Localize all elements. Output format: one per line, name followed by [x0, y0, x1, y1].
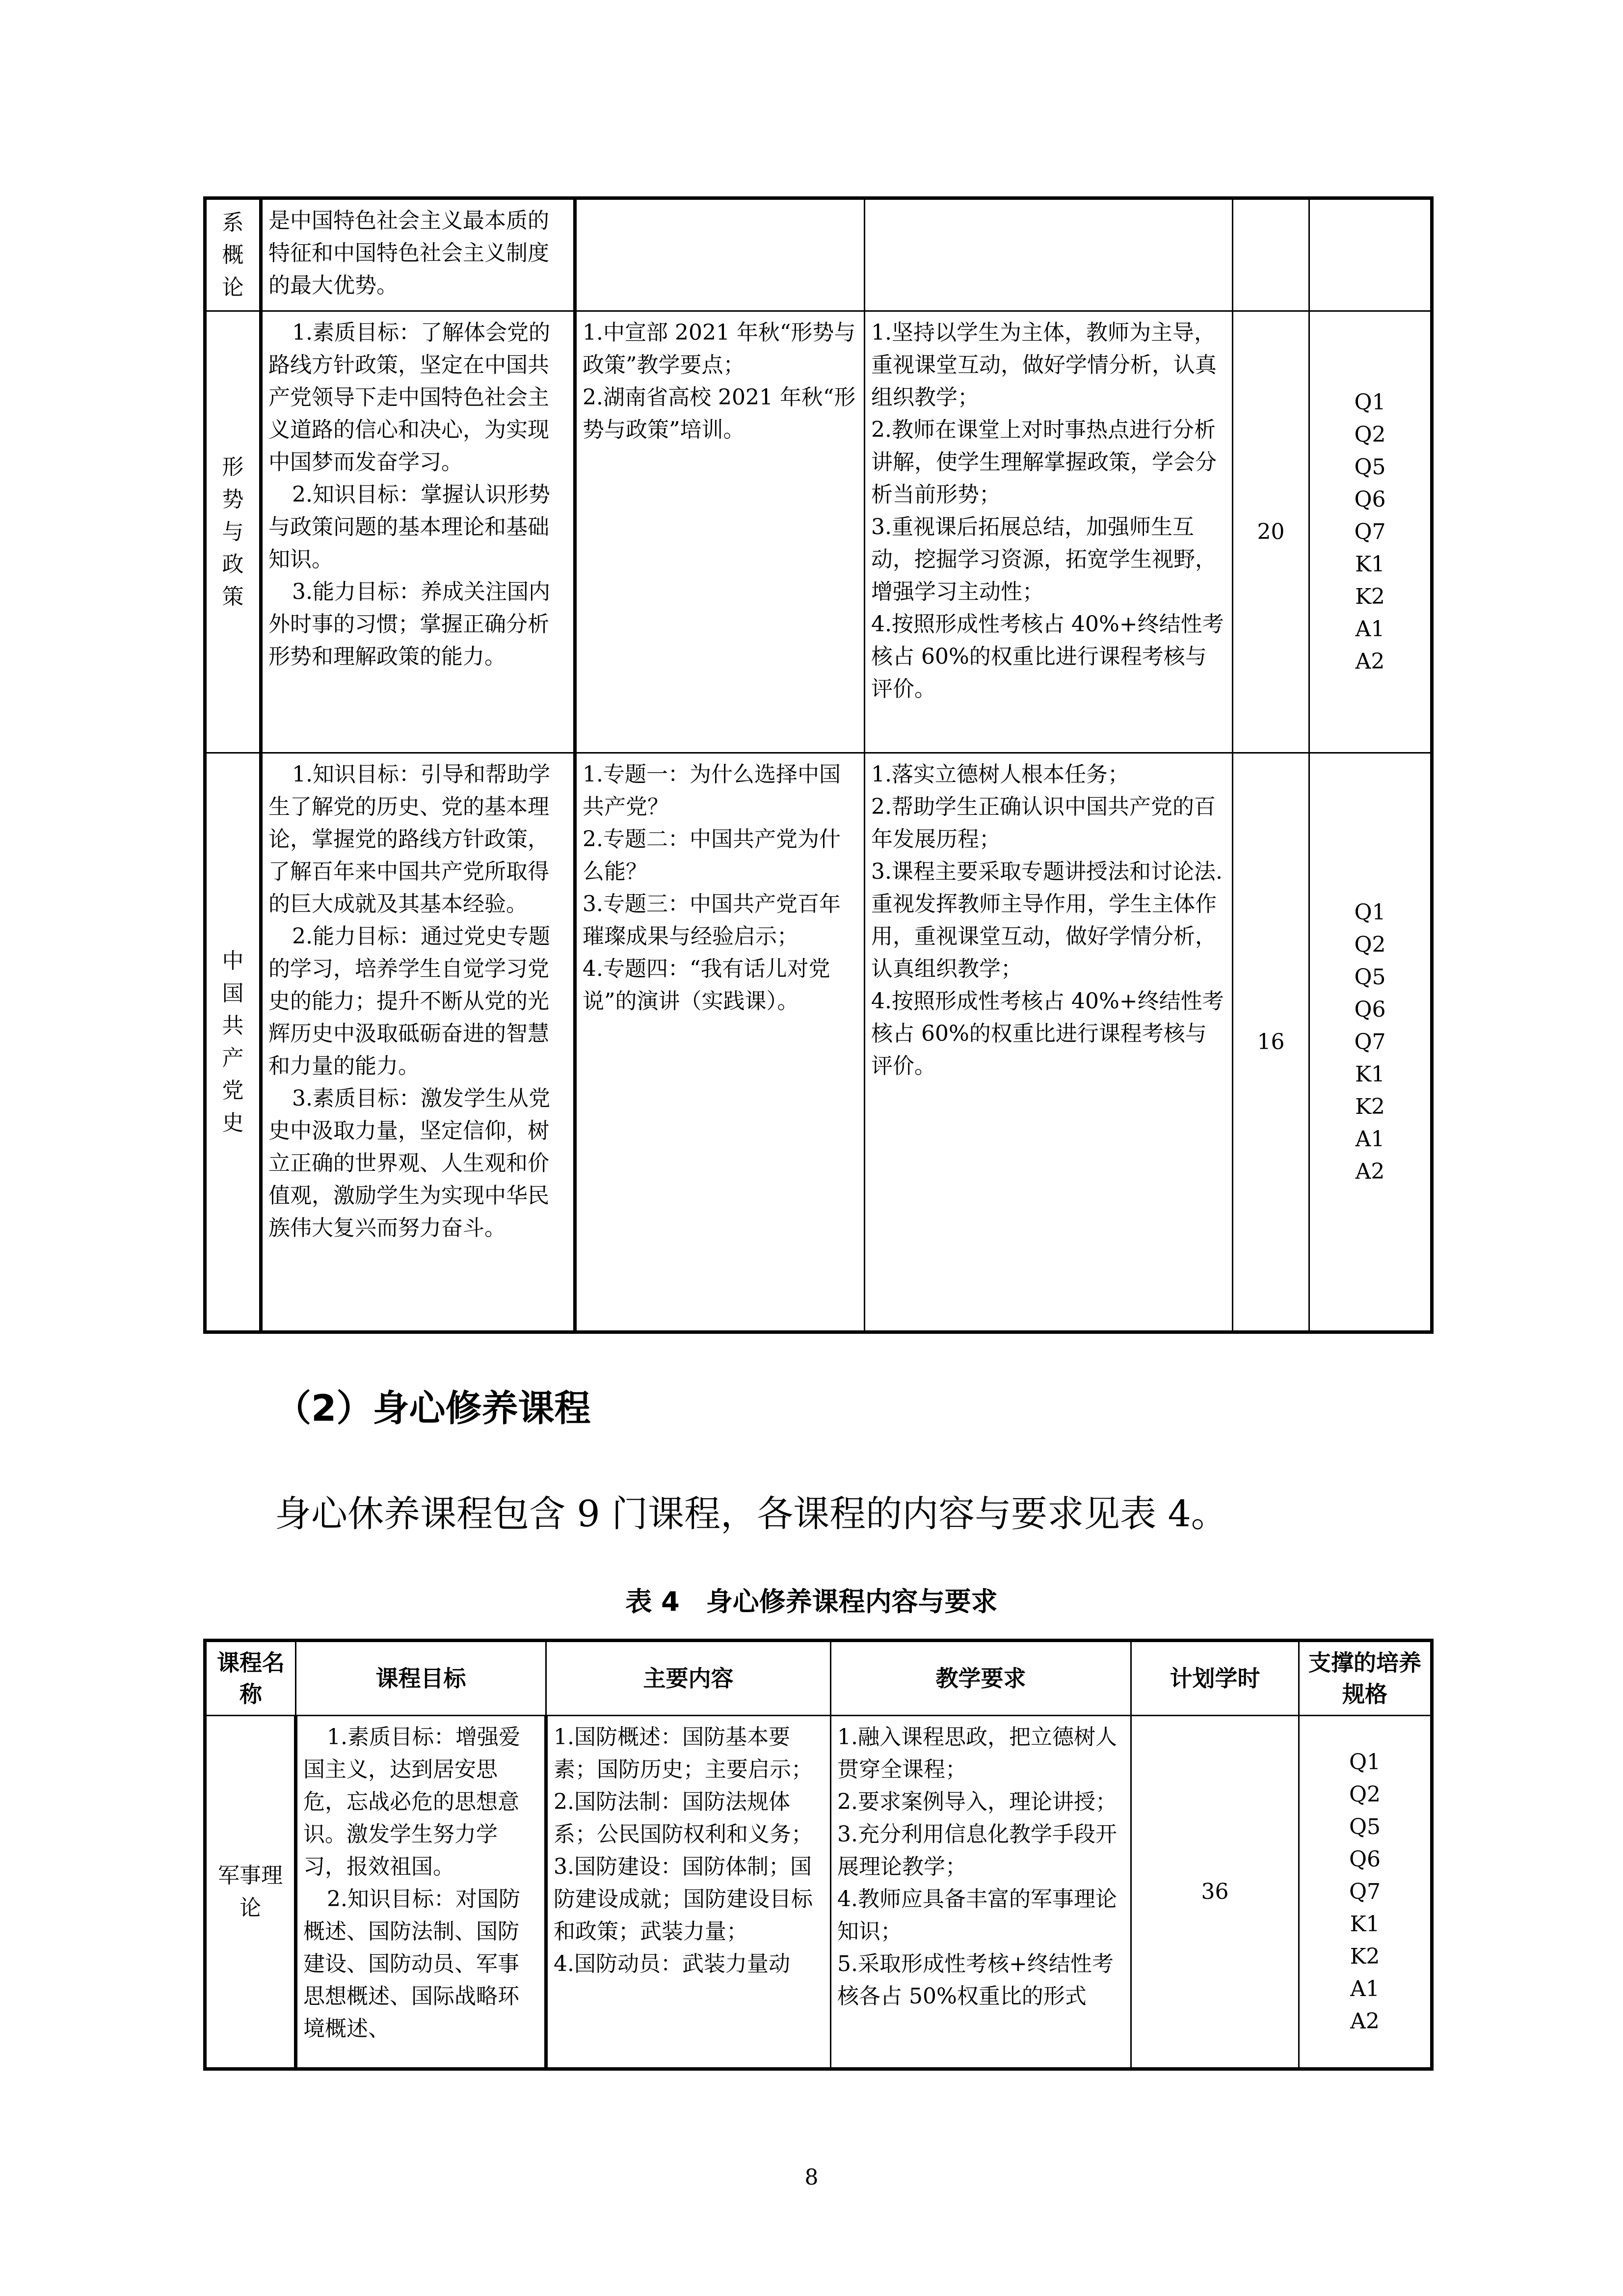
cell-line: 2.知识目标：对国防概述、国防法制、国防建设、国防动员、军事思想概述、国际战略环境概述、: [303, 1887, 520, 2041]
header-teaching-requirements: 教学要求: [831, 1641, 1131, 1716]
spec-code: Q6: [1354, 997, 1386, 1022]
course-table-continued-body: [205, 198, 1432, 1332]
cell-line: 4.按照形成性考核占 40%+终结性考核占 60%的权重比进行课程考核与评价。: [871, 989, 1224, 1079]
header-planned-hours: 计划学时: [1131, 1641, 1299, 1716]
table-row: [205, 1716, 1432, 2069]
header-course-goals: 课程目标: [296, 1641, 546, 1716]
spec-code: Q5: [1354, 454, 1386, 480]
course-goals-cell: [261, 311, 575, 753]
main-content-cell: [546, 1716, 831, 2069]
table-caption: 表 4 身心修养课程内容与要求: [625, 1586, 998, 1617]
cell-line: 3.能力目标：养成关注国内外时事的习惯；掌握正确分析形势和理解政策的能力。: [268, 579, 550, 669]
cell-line: 2.要求案例导入，理论讲授；: [837, 1789, 1117, 1814]
supported-specs-cell: [1309, 311, 1432, 753]
spec-code: A1: [1350, 1976, 1380, 2001]
cell-line: 4.教师应具备丰富的军事理论知识；: [837, 1887, 1117, 1944]
course-name: 系概论: [222, 210, 244, 300]
body-paragraph: 身心休养课程包含 9 门课程，各课程的内容与要求见表 4。: [275, 1493, 1227, 1535]
cell-line: 4.专题四：“我有话儿对党说”的演讲（实践课）。: [583, 956, 830, 1014]
course-table-4: [203, 1639, 1434, 2071]
cell-line: 5.采取形成性考核+终结性考核各占 50%权重比的形式: [837, 1951, 1114, 2009]
spec-code: K1: [1355, 1061, 1385, 1087]
cell-line: 3.国防建设：国防体制；国防建设成就；国防建设目标和政策；武装力量；: [554, 1854, 813, 1944]
cell-line: 1.落实立德树人根本任务；: [871, 762, 1129, 787]
cell-line: 1.国防概述：国防基本要素；国防历史；主要启示；: [554, 1725, 813, 1782]
course-name-cell: [205, 311, 261, 753]
spec-code: A2: [1355, 1159, 1385, 1184]
spec-code: A2: [1350, 2008, 1380, 2034]
cell-line: 3.素质目标：激发学生从党史中汲取力量，坚定信仰，树立正确的世界观、人生观和价值观，激励学生为实现中华民族伟大复兴而努力奋斗。: [268, 1086, 550, 1241]
planned-hours-cell: 36: [1131, 1716, 1299, 2069]
course-goals-cell: [296, 1716, 546, 2069]
cell-line: 2.专题二：中国共产党为什么能？: [583, 827, 841, 884]
spec-code: Q2: [1349, 1782, 1381, 1807]
cell-line: 1.素质目标：了解体会党的路线方针政策，坚定在中国共产党领导下走中国特色社会主义道路的信心和决心，为实现中国梦而发奋学习。: [268, 320, 550, 475]
spec-code: Q1: [1349, 1749, 1381, 1775]
cell-line: 是中国特色社会主义最本质的特征和中国特色社会主义制度的最大优势。: [268, 208, 549, 298]
spec-code: Q7: [1349, 1879, 1381, 1904]
main-content-cell: [575, 753, 865, 1332]
spec-code: Q5: [1354, 964, 1386, 990]
page-number: 8: [804, 2165, 819, 2190]
cell-line: 3.专题三：中国共产党百年璀璨成果与经验启示；: [583, 891, 841, 949]
spec-code: Q7: [1354, 1029, 1386, 1054]
cell-line: 2.国防法制：国防法规体系；公民国防权利和义务；: [554, 1789, 813, 1847]
spec-code: K2: [1355, 584, 1385, 609]
spec-code: A1: [1355, 616, 1385, 642]
cell-line: 1.知识目标：引导和帮助学生了解党的历史、党的基本理论，掌握党的路线方针政策，了解百年来中国共产党所取得的巨大成就及其基本经验。: [268, 762, 550, 917]
supported-specs-cell: [1299, 1716, 1432, 2069]
spec-code: Q7: [1354, 519, 1386, 544]
cell-line: 1.专题一：为什么选择中国共产党？: [583, 762, 841, 819]
spec-code: Q2: [1354, 932, 1386, 957]
teaching-requirements-cell: [865, 753, 1233, 1332]
header-main-content: 主要内容: [546, 1641, 831, 1716]
spec-code: K1: [1350, 1911, 1380, 1937]
cell-line: 2.能力目标：通过党史专题的学习，培养学生自觉学习党史的能力；提升不断从党的光辉历史中汲取砥砺奋进的智慧和力量的能力。: [268, 924, 550, 1079]
table-row: [205, 753, 1432, 1332]
header-supported-specs: 支撑的培养规格: [1299, 1641, 1432, 1716]
cell-line: 1.中宣部 2021 年秋“形势与政策”教学要点；: [583, 320, 856, 378]
course-name: 形势与政策: [222, 454, 244, 609]
header-course-name: 课程名称: [205, 1641, 296, 1716]
cell-line: 2.湖南省高校 2021 年秋“形势与政策”培训。: [583, 385, 856, 442]
course-name: 中国共产党史: [222, 948, 244, 1135]
table-header-row: [205, 1641, 1432, 1716]
supported-specs-cell: [1309, 198, 1432, 311]
cell-line: 3.课程主要采取专题讲授法和讨论法.重视发挥教师主导作用，学生主体作用，重视课堂互动，做好学情分析，认真组织教学；: [871, 859, 1223, 981]
spec-code: Q1: [1354, 389, 1386, 415]
main-content-cell: [575, 198, 865, 311]
spec-code: Q5: [1349, 1814, 1381, 1839]
spec-code: Q1: [1354, 899, 1386, 925]
planned-hours-cell: [1233, 198, 1309, 311]
planned-hours-cell: 16: [1233, 753, 1309, 1332]
cell-line: 1.素质目标：增强爱国主义，达到居安思危，忘战必危的思想意识。激发学生努力学习，报效祖国。: [303, 1725, 520, 1879]
course-name-cell: 军事理论: [205, 1716, 296, 2069]
cell-line: 4.按照形成性考核占 40%+终结性考核占 60%的权重比进行课程考核与评价。: [871, 612, 1224, 702]
course-name-cell: [205, 198, 261, 311]
spec-code: K2: [1350, 1944, 1380, 1969]
teaching-requirements-cell: [865, 311, 1233, 753]
table-row: [205, 198, 1432, 311]
cell-line: 1.融入课程思政，把立德树人贯穿全课程；: [837, 1725, 1117, 1782]
course-goals-cell: [261, 198, 575, 311]
spec-code: Q2: [1354, 422, 1386, 447]
cell-line: 4.国防动员：武装力量动: [554, 1951, 790, 1976]
course-table-continued: [203, 196, 1434, 1334]
course-name-cell: [205, 753, 261, 1332]
cell-line: 3.重视课后拓展总结，加强师生互动，挖掘学习资源，拓宽学生视野，增强学习主动性；: [871, 514, 1217, 604]
planned-hours-cell: 20: [1233, 311, 1309, 753]
course-table-4-body: [205, 1716, 1432, 2069]
spec-code: Q6: [1354, 486, 1386, 512]
course-goals-cell: [261, 753, 575, 1332]
teaching-requirements-cell: [865, 198, 1233, 311]
section-heading: （2）身心修养课程: [275, 1387, 591, 1430]
main-content-cell: [575, 311, 865, 753]
cell-line: 3.充分利用信息化教学手段开展理论教学；: [837, 1822, 1117, 1879]
cell-line: 1.坚持以学生为主体，教师为主导，重视课堂互动，做好学情分析，认真组织教学；: [871, 320, 1217, 410]
cell-line: 2.帮助学生正确认识中国共产党的百年发展历程；: [871, 794, 1216, 852]
spec-code: K1: [1355, 551, 1385, 577]
cell-line: 2.教师在课堂上对时事热点进行分析讲解，使学生理解掌握政策，学会分析当前形势；: [871, 417, 1217, 507]
spec-code: A1: [1355, 1126, 1385, 1152]
table-row: [205, 311, 1432, 753]
supported-specs-cell: [1309, 753, 1432, 1332]
spec-code: K2: [1355, 1094, 1385, 1119]
spec-code: Q6: [1349, 1846, 1381, 1872]
teaching-requirements-cell: [831, 1716, 1131, 2069]
spec-code: A2: [1355, 648, 1385, 674]
cell-line: 2.知识目标：掌握认识形势与政策问题的基本理论和基础知识。: [268, 482, 550, 572]
